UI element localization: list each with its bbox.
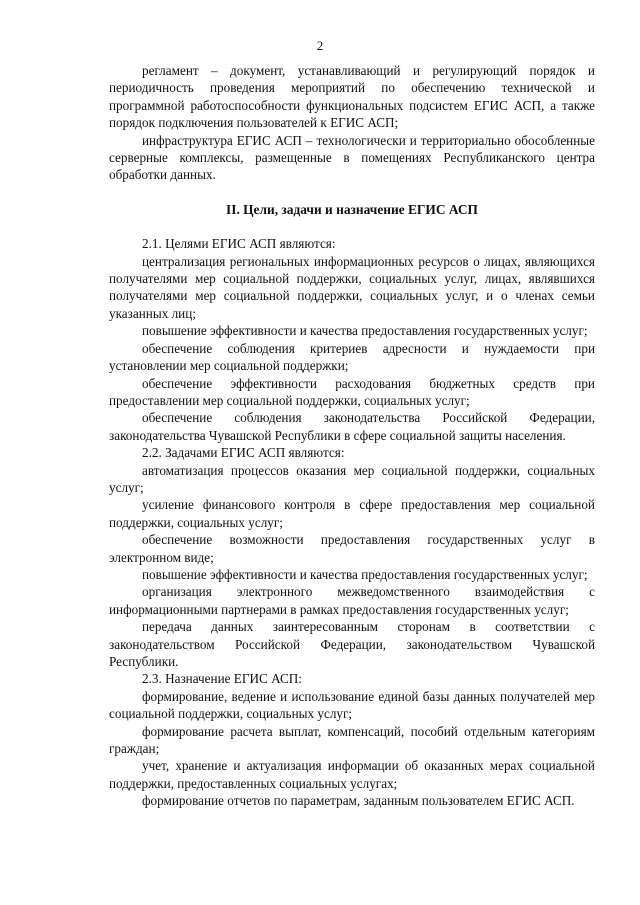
section-2-3-item: учет, хранение и актуализация информации об оказанных мерах социальной поддержки, предоставленных социальных услугах; [109, 758, 595, 791]
section-heading: II. Цели, задачи и назначение ЕГИС АСП [226, 201, 478, 217]
section-2-2-item: повышение эффективности и качества предоставления государственных услуг; [142, 566, 588, 582]
page-number: 2 [316, 38, 324, 53]
section-2-1-item: обеспечение соблюдения критериев адресности и нуждаемости при установлении мер социальной поддержки; [109, 340, 595, 374]
section-2-2-title: 2.2. Задачами ЕГИС АСП являются: [142, 445, 345, 461]
document-body [109, 62, 595, 810]
section-2-3-title: 2.3. Назначение ЕГИС АСП: [142, 671, 302, 687]
section-2-2-item: передача данных заинтересованным сторонам в соответствии с законодательством Российской Федерации, законодательством Чувашской Республики. [109, 619, 595, 669]
section-2-1-item: централизация региональных информационных ресурсов о лицах, являющихся получателями мер социальной поддержки, социальных услуг, лицах, являвшихся получателями мер социальной поддержки, социальных услуг, и о членах семьи указанных лиц; [109, 253, 595, 321]
section-2-1-item: обеспечение соблюдения законодательства Российской Федерации, законодательства Чувашской Республики в сфере социальной защиты населения. [109, 410, 595, 443]
section-2-2-item: усиление финансового контроля в сфере предоставления мер социальной поддержки, социальных услуг; [109, 497, 595, 530]
section-2-2-item: обеспечение возможности предоставления государственных услуг в электронном виде; [109, 532, 595, 565]
section-2-3-item: формирование, ведение и использование единой базы данных получателей мер социальной поддержки, социальных услуг; [109, 688, 595, 722]
section-2-2-item: автоматизация процессов оказания мер социальной поддержки, социальных услуг; [109, 462, 595, 495]
section-2-2-item: организация электронного межведомственного взаимодействия с информационными партнерами в рамках предоставления государственных услуг; [109, 584, 595, 617]
section-2-3-item: формирование отчетов по параметрам, заданным пользователем ЕГИС АСП. [142, 793, 575, 809]
intro-paragraph-infrastructure: инфраструктура ЕГИС АСП – технологически и территориально обособленные серверные комплексы, размещенные в помещениях Республиканского центра обработки данных. [109, 132, 595, 183]
section-2-1-item: обеспечение эффективности расходования бюджетных средств при предоставлении мер социальной поддержки, социальных услуг; [109, 375, 595, 408]
section-2-1-item: повышение эффективности и качества предоставления государственных услуг; [142, 323, 588, 339]
section-2-3-item: формирование расчета выплат, компенсаций, пособий отдельным категориям граждан; [109, 723, 595, 757]
section-2-1-title: 2.1. Целями ЕГИС АСП являются: [142, 236, 336, 252]
intro-paragraph-regulation: регламент – документ, устанавливающий и регулирующий порядок и периодичность проведения мероприятий по обеспечению технической и программной работоспособности функциональных подсистем ЕГИС АСП, а также порядок подключения пользователей к ЕГИС АСП; [109, 63, 595, 131]
